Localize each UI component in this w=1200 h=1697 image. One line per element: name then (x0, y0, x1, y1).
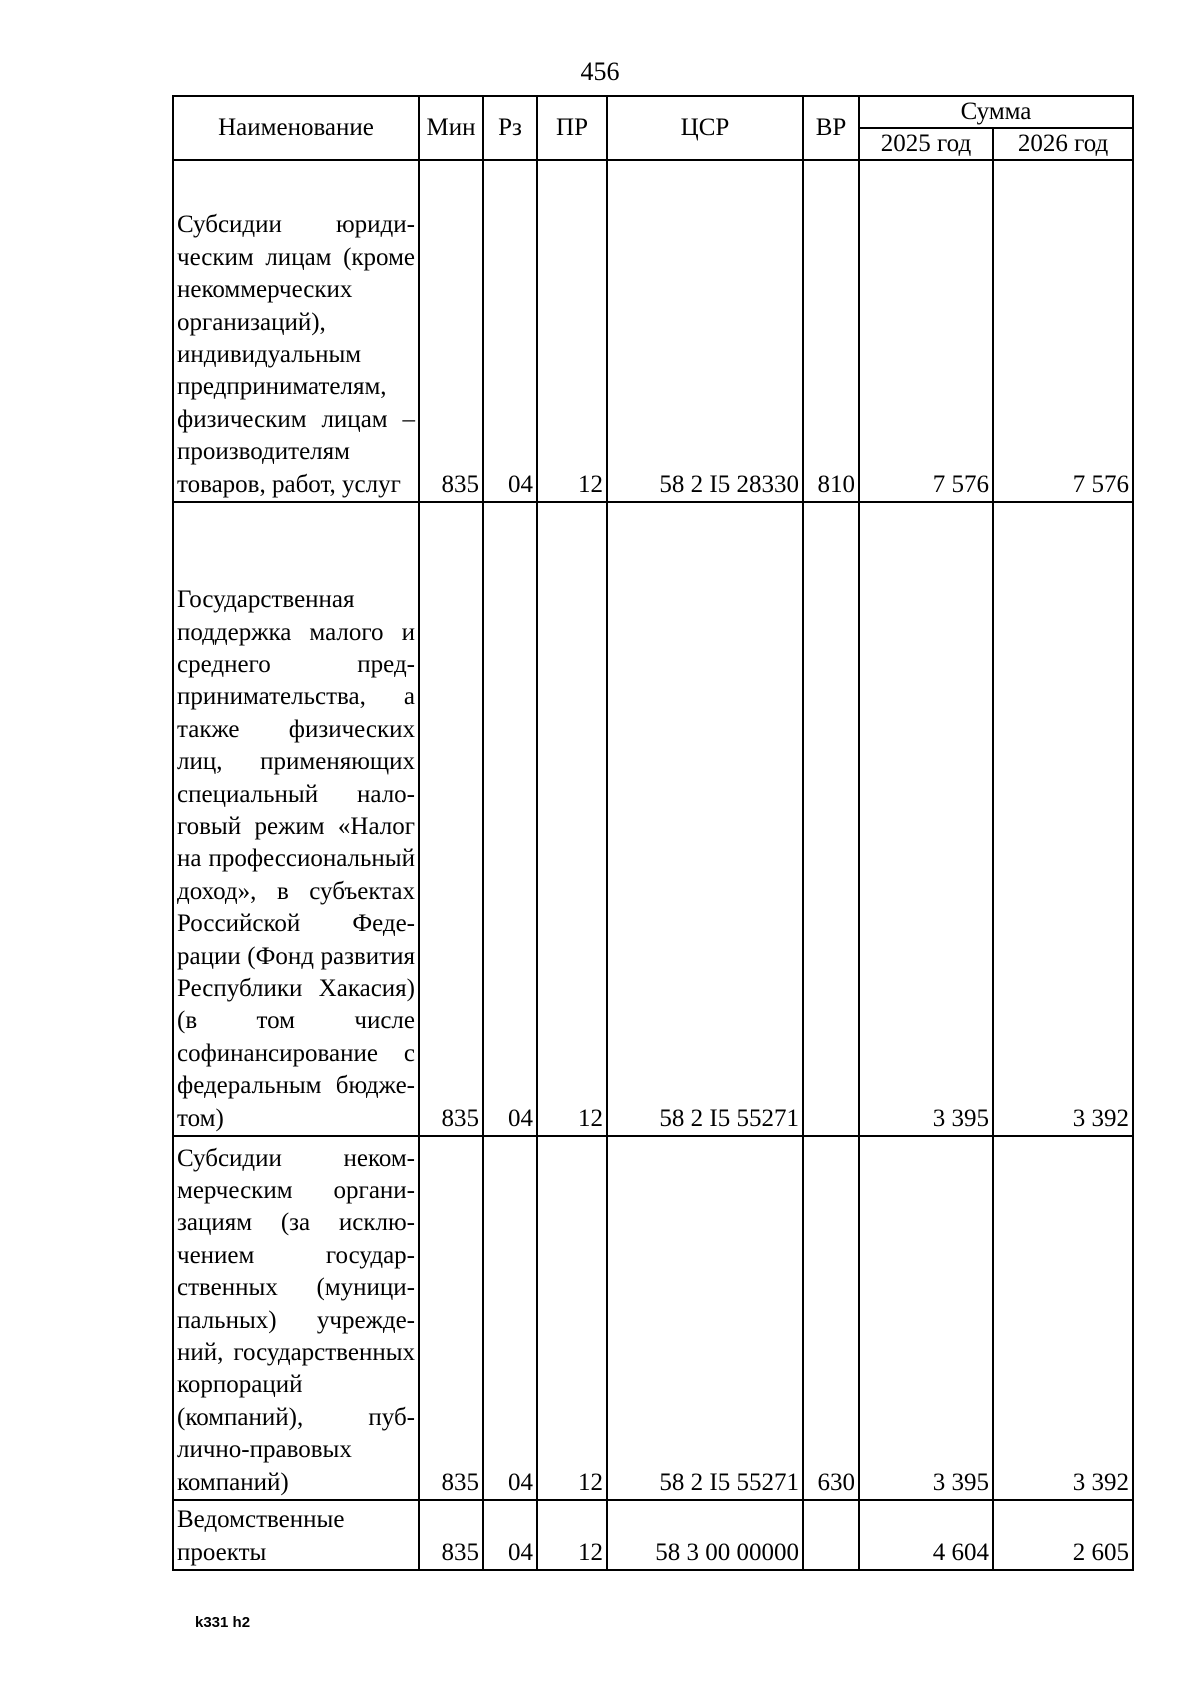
row-csr: 58 2 I5 55271 (607, 502, 803, 1136)
table-row (173, 160, 1133, 502)
row-min: 835 (419, 1500, 483, 1570)
row-vr: 810 (803, 160, 859, 502)
page-number: 456 (580, 57, 620, 86)
row-pr: 12 (537, 1500, 607, 1570)
header-rz: Рз (483, 96, 537, 160)
row-min: 835 (419, 502, 483, 1136)
row-sum-2025: 7 576 (859, 160, 993, 502)
row-sum-2026: 2 605 (993, 1500, 1133, 1570)
row-csr: 58 2 I5 28330 (607, 160, 803, 502)
row-rz: 04 (483, 160, 537, 502)
row-min: 835 (419, 1136, 483, 1500)
row-sum-2026: 3 392 (993, 1136, 1133, 1500)
budget-table (172, 95, 1134, 1571)
row-min: 835 (419, 160, 483, 502)
header-csr: ЦСР (607, 96, 803, 160)
row-sum-2025: 3 395 (859, 502, 993, 1136)
table-row (173, 1500, 1133, 1570)
row-vr (803, 502, 859, 1136)
row-rz: 04 (483, 1500, 537, 1570)
header-vr: ВР (803, 96, 859, 160)
row-rz: 04 (483, 1136, 537, 1500)
row-csr: 58 2 I5 55271 (607, 1136, 803, 1500)
row-name: Субсидии юридическим лицам (кроме некоммерческих организаций), индивидуальным предпринимателям, физическим лицам – производителям товаров, работ, услуг (173, 160, 419, 502)
row-vr (803, 1500, 859, 1570)
row-csr: 58 3 00 00000 (607, 1500, 803, 1570)
header-pr: ПР (537, 96, 607, 160)
row-sum-2026: 7 576 (993, 160, 1133, 502)
row-rz: 04 (483, 502, 537, 1136)
table-row (173, 502, 1133, 1136)
footer-code: k331 h2 (195, 1614, 251, 1631)
header-name: Наименование (173, 96, 419, 160)
row-name: Ведомственные проекты (173, 1500, 419, 1570)
row-sum-2025: 4 604 (859, 1500, 993, 1570)
row-name: Государственная поддержка малого и среднего предпринимательства, а также физических лиц, применяющих специальный налоговый режим «Налог на профессиональный доход», в субъектах Российской Федерации (Фонд развития Республики Хакасия) (в том числе софинансирование с федеральным бюджетом) (173, 502, 419, 1136)
row-pr: 12 (537, 502, 607, 1136)
header-min: Мин (419, 96, 483, 160)
row-vr: 630 (803, 1136, 859, 1500)
row-pr: 12 (537, 160, 607, 502)
header-year-2026: 2026 год (993, 128, 1133, 160)
table-row (173, 1136, 1133, 1500)
header-sum: Сумма (859, 96, 1133, 128)
row-pr: 12 (537, 1136, 607, 1500)
row-name: Субсидии некоммерческим организациям (за исключением государственных (муниципальных) учреждений, государственных корпораций (компаний), публично-правовых компаний) (173, 1136, 419, 1500)
header-year-2025: 2025 год (859, 128, 993, 160)
row-sum-2026: 3 392 (993, 502, 1133, 1136)
row-sum-2025: 3 395 (859, 1136, 993, 1500)
